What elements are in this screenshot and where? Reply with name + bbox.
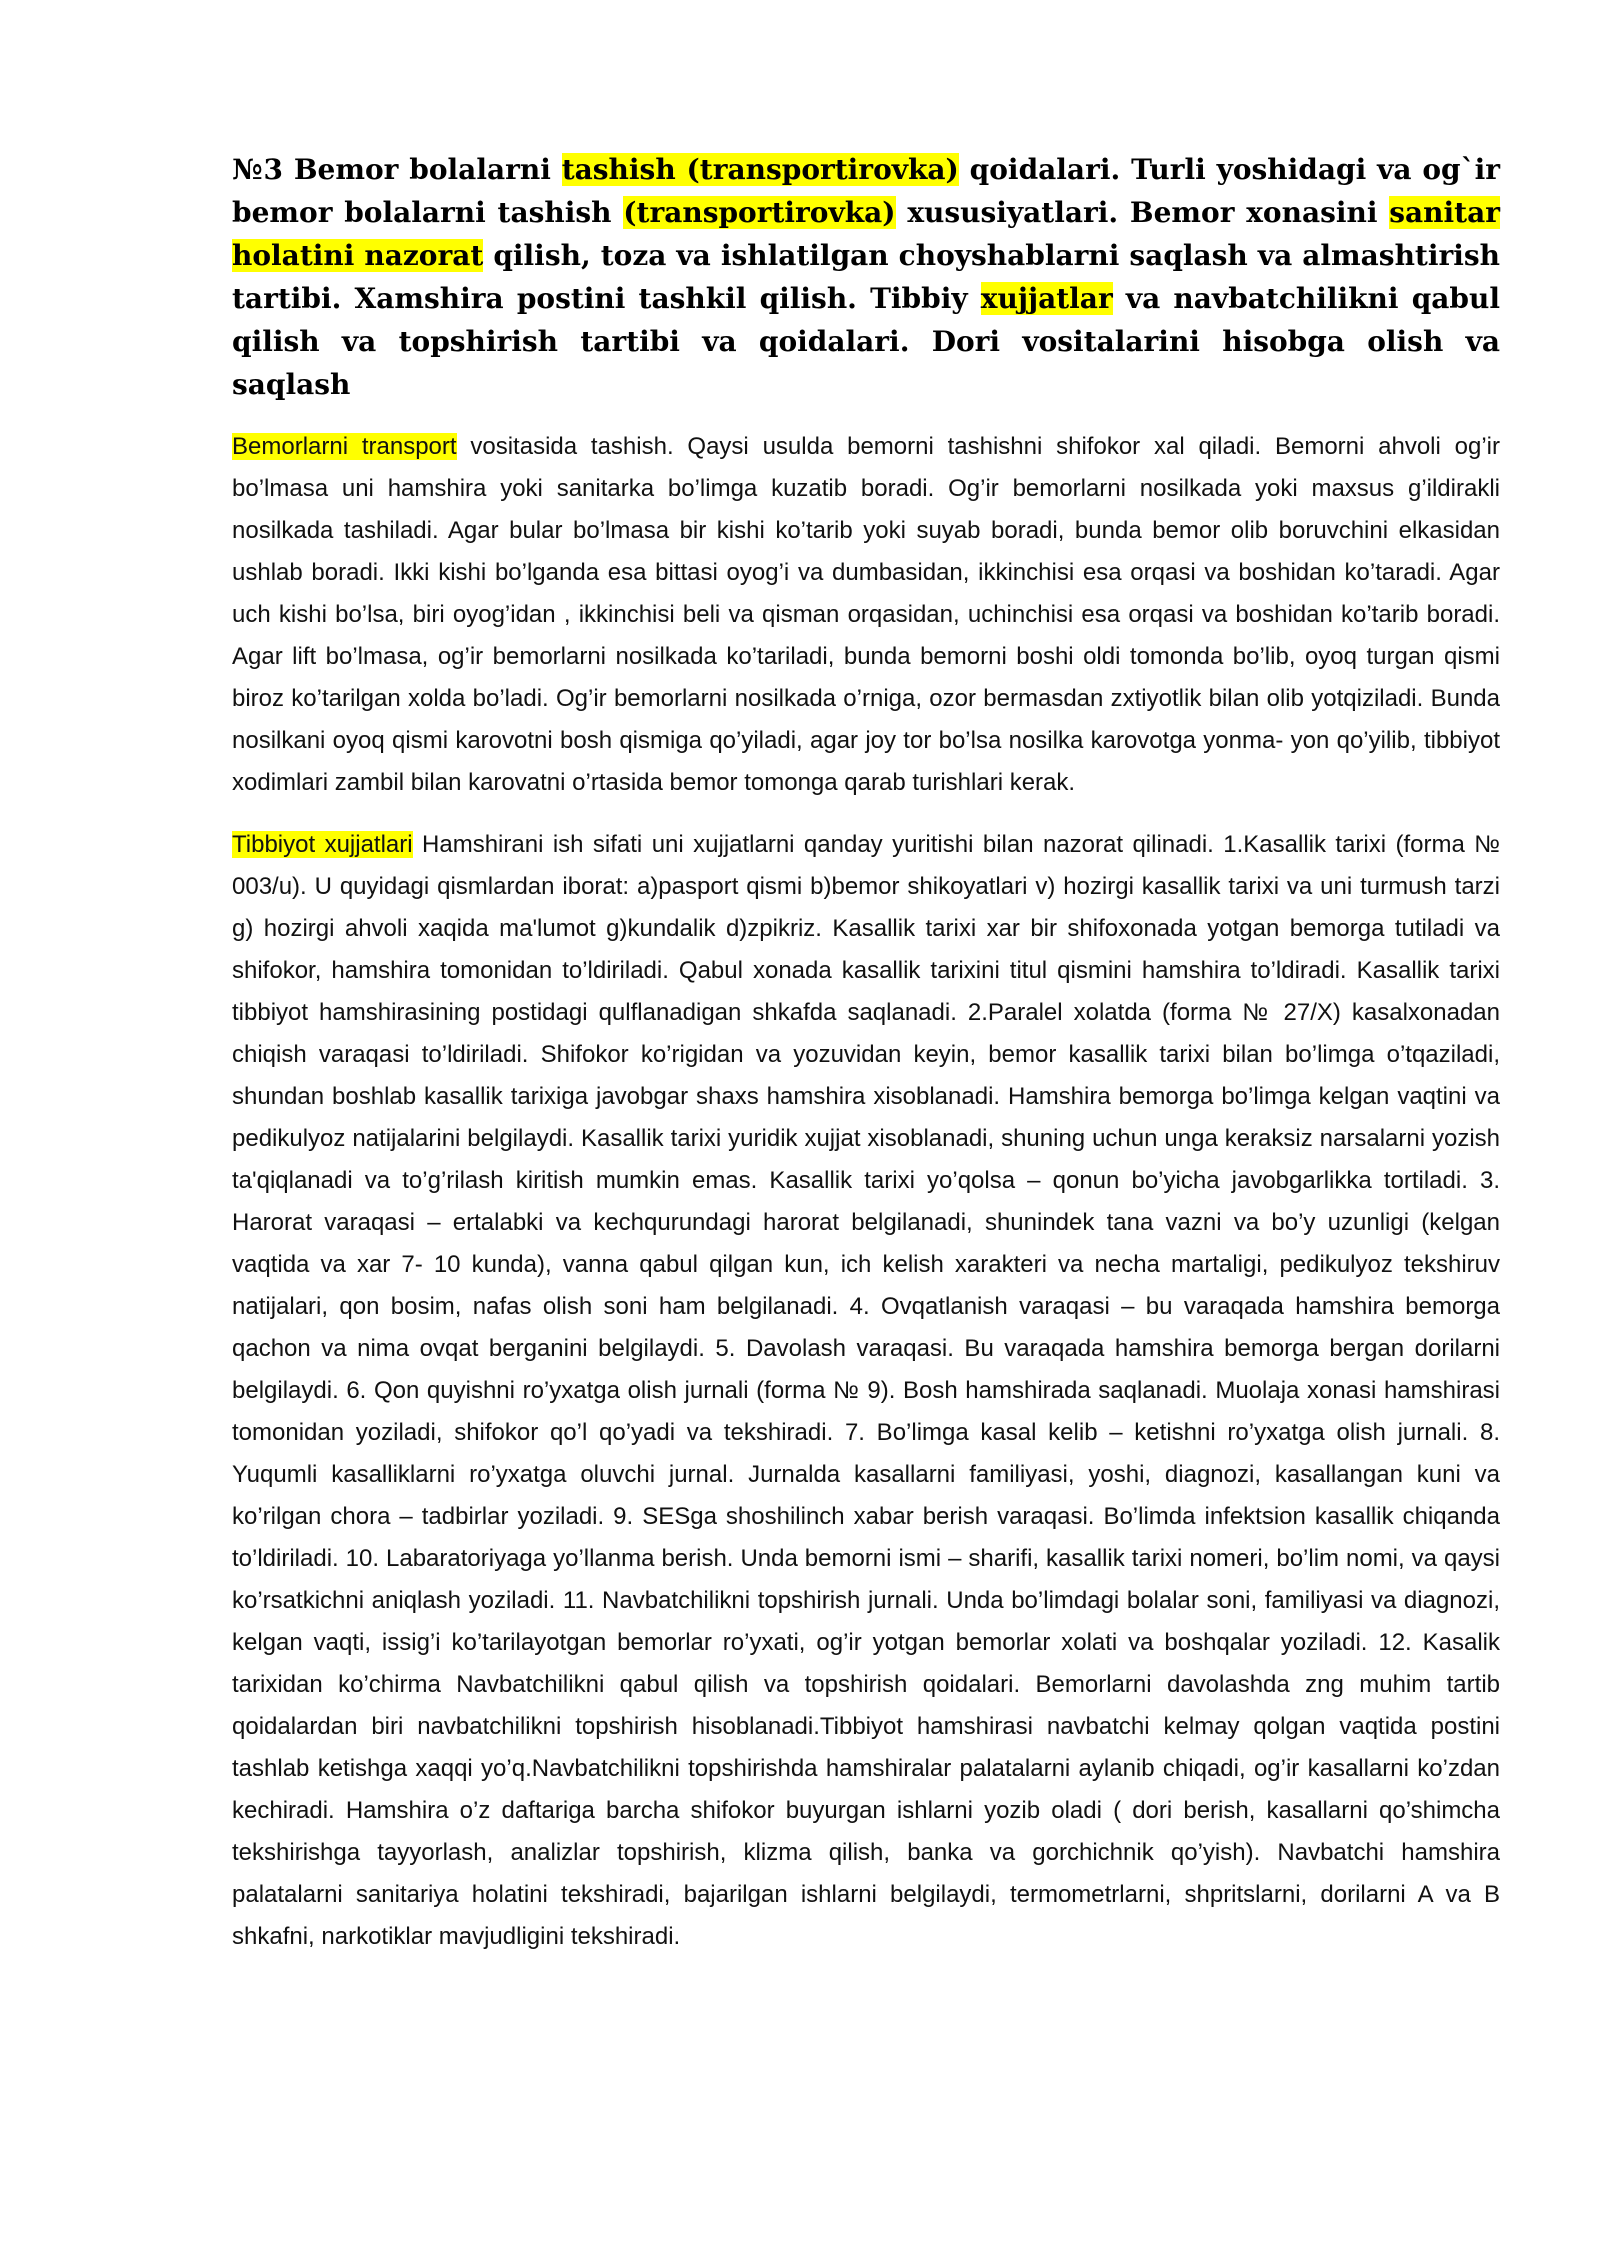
document-page: [232, 148, 1500, 1978]
title-highlight-1: tashish (transportirovka): [561, 153, 959, 186]
title-highlight-2: (transportirovka): [623, 196, 896, 229]
paragraph-documents-text: Hamshirani ish sifati uni xujjatlarni qanday yuritishi bilan nazorat qilinadi. 1.Kasallik tarixi (forma № 003/u). U quyidagi qismlardan iborat: a)pasport qismi b)bemor shikoyatlari v) hozirgi kasallik tarixi va uni turmush tarzi g) hozirgi ahvoli xaqida ma'lumot g)kundalik d)zpikriz. Kasallik tarixi xar bir shifoxonada yotgan bemorga tutiladi va shifokor, hamshira tomonidan to’ldiriladi. Qabul xonada kasallik tarixini titul qismini hamshira to’ldiradi. Kasallik tarixi tibbiyot hamshirasining postidagi qulflanadigan shkafda saqlanadi. 2.Paralel xolatda (forma № 27/X) kasalxonadan chiqish varaqasi to’ldiriladi. Shifokor ko’rigidan va yozuvidan keyin, bemor kasallik tarixi bilan bo’limga o’tqaziladi, shundan boshlab kasallik tarixiga javobgar shaxs hamshira xisoblanadi. Hamshira bemorga bo’limga kelgan vaqtini va pedikulyoz natijalarini belgilaydi. Kasallik tarixi yuridik xujjat xisoblanadi, shuning uchun unga keraksiz narsalarni yozish ta'qiqlanadi va to’g’rilash kiritish mumkin emas. Kasallik tarixi yo’qolsa – qonun bo’yicha javobgarlikka tortiladi. 3. Harorat varaqasi – ertalabki va kechqurundagi harorat belgilanadi, shunindek tana vazni va bo’y uzunligi (kelgan vaqtida va xar 7- 10 kunda), vanna qabul qilgan kun, ich kelish xarakteri va necha martaligi, pedikulyoz tekshiruv natijalari, qon bosim, nafas olish soni ham belgilanadi. 4. Ovqatlanish varaqasi – bu varaqada hamshira bemorga qachon va nima ovqat berganini belgilaydi. 5. Davolash varaqasi. Bu varaqada hamshira bemorga bergan dorilarni belgilaydi. 6. Qon quyishni ro’yxatga olish jurnali (forma № 9). Bosh hamshirada saqlanadi. Muolaja xonasi hamshirasi tomonidan yoziladi, shifokor qo’l qo’yadi va tekshiradi. 7. Bo’limga kasal kelib – ketishni ro’yxatga olish jurnali. 8. Yuqumli kasalliklarni ro’yxatga oluvchi jurnal. Jurnalda kasallarni familiyasi, yoshi, diagnozi, kasallangan kuni va ko’rilgan chora – tadbirlar yoziladi. 9. SESga shoshilinch xabar berish varaqasi. Bo’limda infektsion kasallik chiqanda to’ldiriladi. 10. Labaratoriyaga yo’llanma berish. Unda bemorni ismi – sharifi, kasallik tarixi nomeri, bo’lim nomi, va qaysi ko’rsatkichni aniqlash yoziladi. 11. Navbatchilikni topshirish jurnali. Unda bo’limdagi bolalar soni, familiyasi va diagnozi, kelgan vaqti, issig’i ko’tarilayotgan bemorlar ro’yxati, og’ir yotgan bemorlar xolati va boshqalar yoziladi. 12. Kasalik tarixidan ko’chirma Navbatchilikni qabul qilish va topshirish qoidalari. Bemorlarni davolashda zng muhim tartib qoidalardan biri navbatchilikni topshirish hisoblanadi.Tibbiyot hamshirasi navbatchi kelmay qolgan vaqtida postini tashlab ketishga xaqqi yo’q.Navbatchilikni topshirishda hamshiralar palatalarni aylanib chiqadi, og’ir kasallarni ko’zdan kechiradi. Hamshira o’z daftariga barcha shifokor buyurgan ishlarni yozib oladi ( dori berish, kasallarni qo’shimcha tekshirishga tayyorlash, analizlar topshirish, klizma qilish, banka va gorchichnik qo’yish). Navbatchi hamshira palatalarni sanitariya holatini tekshiradi, bajarilgan ishlarni belgilaydi, termometrlarni, shpritslarni, dorilarni A va B shkafni, narkotiklar mavjudligini tekshiradi.: [232, 831, 1501, 1950]
title-text-1: №3 Bemor bolalarni: [232, 153, 562, 186]
paragraph-documents-highlight: Tibbiyot xujjatlari: [232, 831, 413, 858]
title-text-5: va navbatchilikni qabul qilish va topshirish tartibi va qoidalari. Dori vositalarini hisobga olish va saqlash: [232, 282, 1501, 401]
paragraph-transport-text: vositasida tashish. Qaysi usulda bemorni tashishni shifokor xal qiladi. Bemorni ahvoli og’ir bo’lmasa uni hamshira yoki sanitarka bo’limga kuzatib boradi. Og’ir bemorlarni nosilkada yoki maxsus g’ildirakli nosilkada tashiladi. Agar bular bo’lmasa bir kishi ko’tarib yoki suyab boradi, bunda bemor olib boruvchini elkasidan ushlab boradi. Ikki kishi bo’lganda esa bittasi oyog’i va dumbasidan, ikkinchisi esa orqasi va boshidan ko’taradi. Agar uch kishi bo’lsa, biri oyog’idan , ikkinchisi beli va qisman orqasidan, uchinchisi esa orqasi va boshidan ko’tarib boradi. Agar lift bo’lmasa, og’ir bemorlarni nosilkada ko’tariladi, bunda bemorni boshi oldi tomonda bo’lib, oyoq turgan qismi biroz ko’tarilgan xolda bo’ladi. Og’ir bemorlarni nosilkada o’rniga, ozor bermasdan zxtiyotlik bilan olib yotqiziladi. Bunda nosilkani oyoq qismi karovotni bosh qismiga qo’yiladi, agar joy tor bo’lsa nosilka karovotga yonma- yon qo’yilib, tibbiyot xodimlari zambil bilan karovatni o’rtasida bemor tomonga qarab turishlari kerak.: [232, 433, 1501, 796]
title-text-4: qilish, toza va ishlatilgan choyshablarni saqlash va almashtirish tartibi. Xamshira postini tashkil qilish. Tibbiy: [232, 239, 1501, 315]
paragraph-transport-highlight: Bemorlarni transport: [232, 433, 457, 460]
paragraph-documents: [232, 824, 1500, 1958]
title-highlight-3: sanitar holatini nazorat: [232, 196, 1500, 272]
title-text-2: qoidalari. Turli yoshidagi va og`ir bemor bolalarni tashish: [232, 153, 1501, 229]
paragraph-transport: [232, 426, 1500, 804]
document-title: [232, 148, 1500, 406]
title-text-3: xususiyatlari. Bemor xonasini: [895, 196, 1390, 229]
title-highlight-4: xujjatlar: [980, 282, 1113, 315]
